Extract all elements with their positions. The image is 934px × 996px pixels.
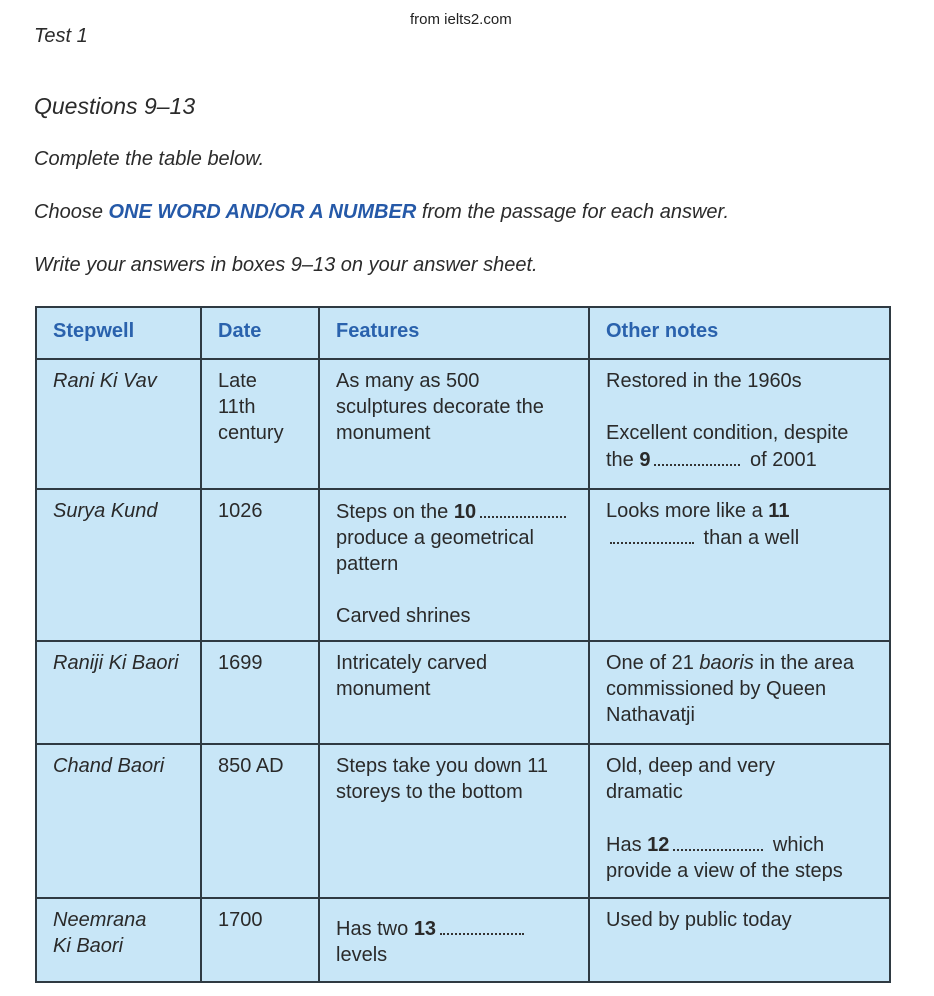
stepwell-name: Chand Baori (36, 744, 201, 898)
question-number: 13 (413, 918, 437, 940)
features-text-post: levels (336, 944, 388, 966)
notes-line: Old, deep and very dramatic (606, 755, 775, 803)
notes-cell (589, 489, 890, 641)
features-text-pre: Has two (336, 918, 414, 940)
features-line: Carved shrines (336, 605, 471, 627)
notes-italic-term: baoris (699, 652, 754, 674)
question-number: 9 (639, 449, 651, 471)
header-stepwell: Stepwell (36, 307, 201, 359)
notes-text-post: than a well (698, 527, 800, 549)
source-watermark: from ielts2.com (410, 11, 512, 28)
question-number: 12 (647, 834, 670, 856)
date-cell: 850 AD (201, 744, 319, 898)
answer-blank-13[interactable] (440, 915, 524, 935)
notes-cell: Used by public today (589, 898, 890, 982)
date-cell: 1700 (201, 898, 319, 982)
instruction-choose-emphasis: ONE WORD AND/OR A NUMBER (108, 201, 417, 223)
instruction-choose-pre: Choose (34, 201, 109, 223)
header-other-notes: Other notes (589, 307, 890, 359)
stepwell-table (35, 306, 891, 983)
notes-cell (589, 641, 890, 744)
table-row (36, 641, 890, 744)
notes-cell (589, 744, 890, 898)
features-cell (319, 641, 589, 744)
notes-text-pre: One of 21 (606, 652, 700, 674)
stepwell-name (36, 898, 201, 982)
date-text: Late 11th century (218, 370, 284, 444)
notes-text-pre: Excellent condition, despite the (606, 422, 849, 471)
header-date: Date (201, 307, 319, 359)
features-cell (319, 898, 589, 982)
features-text-post: produce a geometrical pattern (336, 527, 534, 575)
notes-line: Restored in the 1960s (606, 370, 802, 392)
table-row (36, 898, 890, 982)
date-cell: 1699 (201, 641, 319, 744)
notes-text-post: of 2001 (744, 449, 817, 471)
table-row (36, 359, 890, 489)
answer-blank-10[interactable] (480, 498, 566, 518)
stepwell-name: Rani Ki Vav (36, 359, 201, 489)
answer-blank-11[interactable] (610, 524, 694, 544)
answer-blank-12[interactable] (673, 831, 763, 851)
question-number: 10 (453, 501, 477, 523)
notes-text-post: which provide a view of the steps (606, 834, 843, 882)
table-header-row (36, 307, 890, 359)
table-row (36, 489, 890, 641)
notes-text-post: in the area commissioned by Queen Nathavatji (606, 652, 854, 726)
stepwell-name: Surya Kund (36, 489, 201, 641)
features-text: Intricately carved monument (336, 652, 488, 700)
stepwell-name-text: Neemrana Ki Baori (53, 909, 147, 957)
instruction-choose-post: from the passage for each answer. (416, 201, 730, 223)
test-label: Test 1 (34, 25, 88, 47)
question-number: 11 (768, 500, 790, 522)
header-features: Features (319, 307, 589, 359)
stepwell-name: Raniji Ki Baori (36, 641, 201, 744)
questions-title: Questions 9–13 (34, 93, 196, 119)
features-cell: As many as 500 sculptures decorate the monument (319, 359, 589, 489)
answer-blank-9[interactable] (654, 446, 740, 466)
date-cell (201, 359, 319, 489)
table-row (36, 744, 890, 898)
features-cell: Steps take you down 11 storeys to the bottom (319, 744, 589, 898)
notes-cell (589, 359, 890, 489)
instruction-choose (34, 201, 729, 224)
instruction-complete: Complete the table below. (34, 148, 265, 170)
instruction-write: Write your answers in boxes 9–13 on your answer sheet. (34, 254, 538, 276)
notes-text-pre: Has (606, 834, 648, 856)
date-cell: 1026 (201, 489, 319, 641)
features-text-pre: Steps on the (336, 501, 454, 523)
features-cell (319, 489, 589, 641)
notes-text-pre: Looks more like a (606, 500, 769, 522)
